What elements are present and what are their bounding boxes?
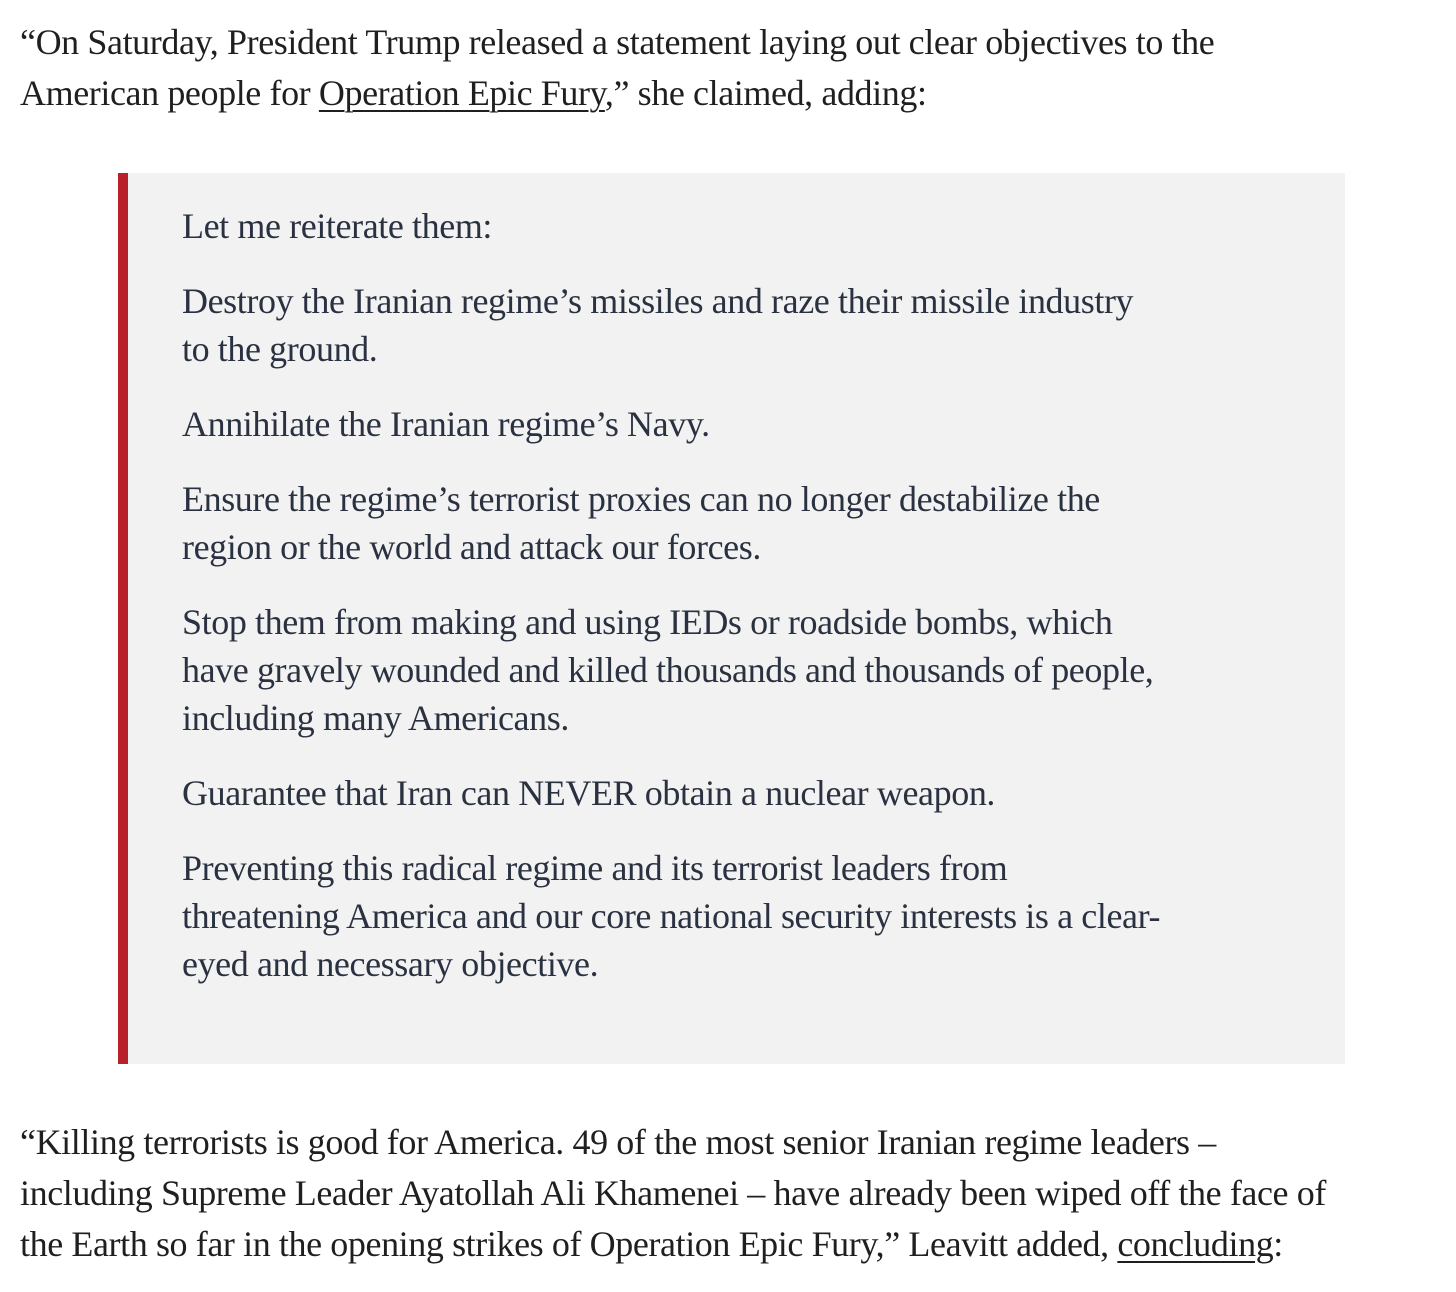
intro-text: ,” she claimed, adding:: [604, 73, 927, 113]
outro-text: the Earth so far in the opening strikes of Operation Epic Fury,” Leavitt added,: [20, 1224, 1118, 1264]
blockquote-line: Destroy the Iranian regime’s missiles and raze their missile industry: [182, 281, 1134, 321]
blockquote-line: Preventing this radical regime and its terrorist leaders from: [182, 848, 1008, 888]
blockquote-line: Let me reiterate them:: [182, 206, 493, 246]
outro-line: [20, 1219, 1283, 1270]
blockquote: [118, 173, 1345, 1064]
outro-line: [20, 1168, 1326, 1219]
outro-text: :: [1273, 1224, 1283, 1264]
outro-text: “Killing terrorists is good for America. 49 of the most senior Iranian regime leaders –: [20, 1122, 1216, 1162]
blockquote-line: to the ground.: [182, 329, 378, 369]
blockquote-line: have gravely wounded and killed thousands and thousands of people,: [182, 650, 1154, 690]
blockquote-line: Ensure the regime’s terrorist proxies can no longer destabilize the: [182, 479, 1100, 519]
intro-text: “On Saturday, President Trump released a statement laying out clear objectives to the: [20, 22, 1215, 62]
blockquote-line: Annihilate the Iranian regime’s Navy.: [182, 404, 710, 444]
blockquote-line: region or the world and attack our forces.: [182, 527, 761, 567]
outro-link[interactable]: concluding: [1117, 1224, 1274, 1264]
blockquote-line: Guarantee that Iran can NEVER obtain a nuclear weapon.: [182, 773, 996, 813]
intro-text: American people for: [20, 73, 319, 113]
blockquote-line: threatening America and our core national security interests is a clear-: [182, 896, 1161, 936]
outro-line: [20, 1117, 1216, 1168]
intro-line: [20, 17, 1214, 68]
intro-line: [20, 68, 927, 119]
blockquote-accent-bar: [118, 173, 128, 1064]
blockquote-line: eyed and necessary objective.: [182, 944, 599, 984]
blockquote-line: including many Americans.: [182, 698, 569, 738]
blockquote-line: Stop them from making and using IEDs or roadside bombs, which: [182, 602, 1113, 642]
outro-text: including Supreme Leader Ayatollah Ali Khamenei – have already been wiped off the face of: [20, 1173, 1326, 1213]
intro-link[interactable]: Operation Epic Fury: [318, 73, 605, 113]
